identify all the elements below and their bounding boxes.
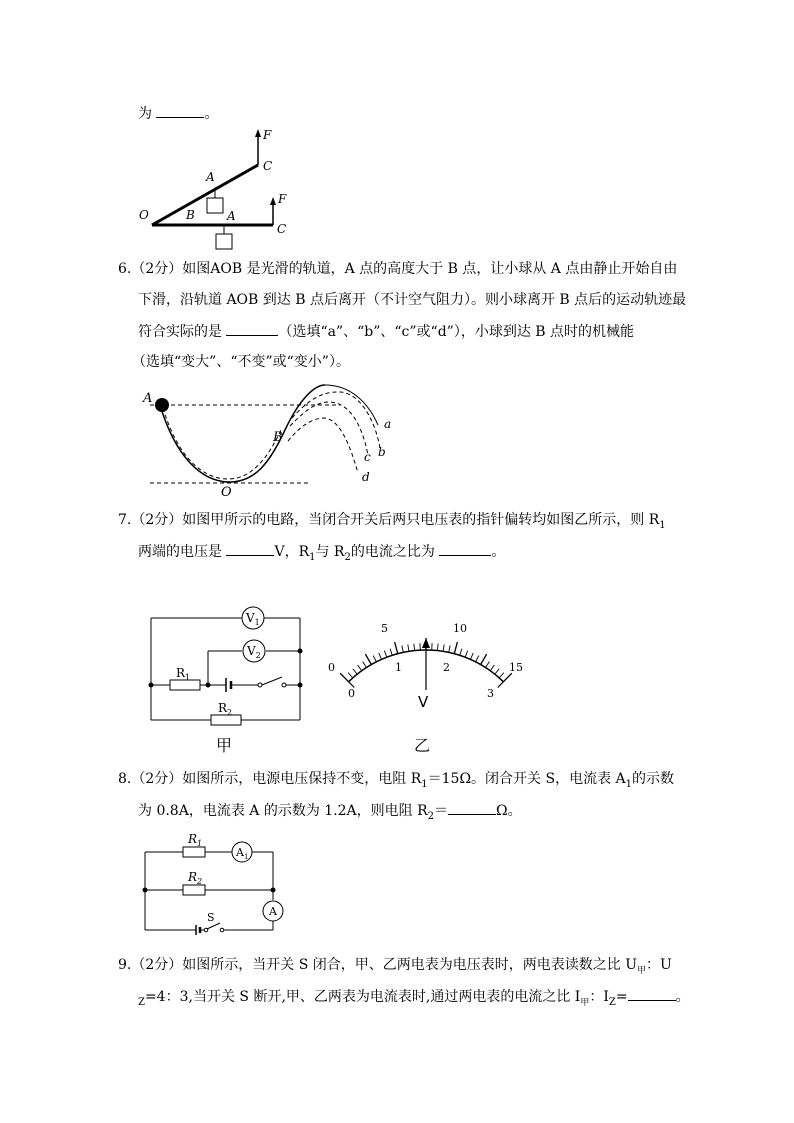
q7-sub1: 1 — [309, 551, 316, 563]
q9-line1-b: ：U — [646, 957, 672, 973]
label-O: O — [139, 208, 149, 222]
q9-line2-d: 。 — [675, 989, 690, 1005]
q8-label-R2: $R_2$ — [188, 870, 203, 886]
q7-line2-c: 与 R — [315, 544, 345, 560]
label-B: B — [273, 430, 283, 445]
label-A2: A — [227, 209, 236, 223]
inner-scale-0: 0 — [348, 687, 355, 700]
label-A: A — [143, 391, 153, 406]
q8-line1-b: ＝15Ω。闭合开关 S，电流表 A — [427, 771, 626, 787]
label-c: c — [364, 450, 371, 464]
label-A1: A — [206, 170, 215, 184]
label-F1: F — [263, 128, 272, 142]
q8-sub1: 1 — [421, 778, 428, 790]
q7-line2-b: V，R — [274, 544, 310, 560]
label-C1: C — [263, 159, 273, 173]
meter-unit: V — [418, 693, 429, 711]
inner-scale-2: 2 — [443, 661, 450, 674]
q9-line2-sub3: Z — [608, 996, 616, 1008]
q9-line2-sub2: 甲 — [580, 997, 590, 1008]
q8-label-A: A — [269, 905, 277, 918]
label-R1: $R_1$ — [176, 666, 191, 682]
q8-label-A1: $A_1$ — [236, 846, 249, 861]
q5-prefix: 为 — [138, 106, 157, 122]
caption-yi: 乙 — [414, 736, 431, 755]
q6-line1: 6.（2分）如图AOB 是光滑的轨道，A 点的高度大于 B 点，让小球从 A 点由静止开始自由 — [118, 261, 678, 277]
q9-line2-sub1: Z — [138, 996, 145, 1008]
q8-label-R1: $R_1$ — [188, 832, 203, 848]
q8-line2-c: Ω。 — [496, 803, 522, 819]
q5-suffix: 。 — [204, 106, 219, 122]
q8-label-S: S — [207, 911, 215, 924]
outer-scale-15: 15 — [509, 661, 523, 674]
label-V2: $V_2$ — [247, 644, 261, 660]
q9-line2 — [138, 986, 690, 1013]
q9-line2-c: = — [615, 989, 628, 1005]
inner-scale-3: 3 — [487, 687, 494, 700]
inner-scale-1: 1 — [395, 661, 402, 674]
label-O: O — [221, 485, 232, 500]
label-a: a — [384, 417, 392, 431]
outer-scale-10: 10 — [453, 622, 467, 635]
q6-line2: 下滑，沿轨道 AOB 到达 B 点后离开（不计空气阻力）。则小球离开 B 点后的运动轨迹最 — [138, 292, 687, 308]
label-R2: $R_2$ — [218, 701, 233, 717]
q6-line3-a: 符合实际的是 — [138, 324, 227, 340]
label-B: B — [186, 208, 195, 222]
label-V1: $V_1$ — [246, 611, 260, 627]
q7-line2-a: 两端的电压是 — [138, 544, 227, 560]
caption-jia: 甲 — [216, 736, 233, 755]
q9-line2-a: =4：3,当开关 S 断开,甲、乙两表为电流表时,通过两电表的电流之比 I — [144, 989, 581, 1005]
label-b: b — [378, 445, 386, 459]
q7-line1-sub: 1 — [659, 519, 666, 531]
q8-sub2: 2 — [427, 810, 435, 822]
outer-scale-5: 5 — [381, 622, 388, 635]
label-F2: F — [278, 192, 287, 206]
q7-line2-d: 的电流之比为 — [350, 544, 440, 560]
outer-scale-0: 0 — [328, 661, 335, 674]
q6-line3-b: （选填“a”、“b”、“c”或“d”），小球到达 B 点时的机械能 — [278, 324, 635, 340]
q8-line1-c: 的示数 — [632, 771, 675, 787]
q6-line4: （选填“变大”、“不变”或“变小”）。 — [132, 354, 350, 370]
q8-line2-b: ＝ — [434, 803, 449, 819]
q8-node-left — [143, 888, 148, 893]
label-d: d — [362, 470, 370, 484]
q7-sub2: 2 — [344, 551, 351, 563]
q8-line1-a: 8.（2分）如图所示，电源电压保持不变，电阻 R — [118, 771, 422, 787]
q7-line2-e: 。 — [491, 544, 506, 560]
q8-line2-a: 为 0.8A，电流表 A 的示数为 1.2A，则电阻 R — [138, 803, 428, 819]
q9-line1-a: 9.（2分）如图所示，当开关 S 闭合，甲、乙两电表为电压表时，两电表读数之比 U — [118, 957, 638, 973]
q9-line2-b: ：I — [589, 989, 609, 1005]
q9-line1 — [118, 955, 672, 981]
q9-line1-sub: 甲 — [637, 965, 647, 976]
q8-node-right — [271, 888, 276, 893]
q7-line1-text: 7.（2分）如图甲所示的电路，当闭合开关后两只电压表的指针偏转均如图乙所示，则 R — [118, 512, 660, 528]
label-C2: C — [277, 222, 287, 236]
q9-blank[interactable] — [628, 986, 676, 1001]
q8-sub1b: 1 — [625, 778, 633, 790]
